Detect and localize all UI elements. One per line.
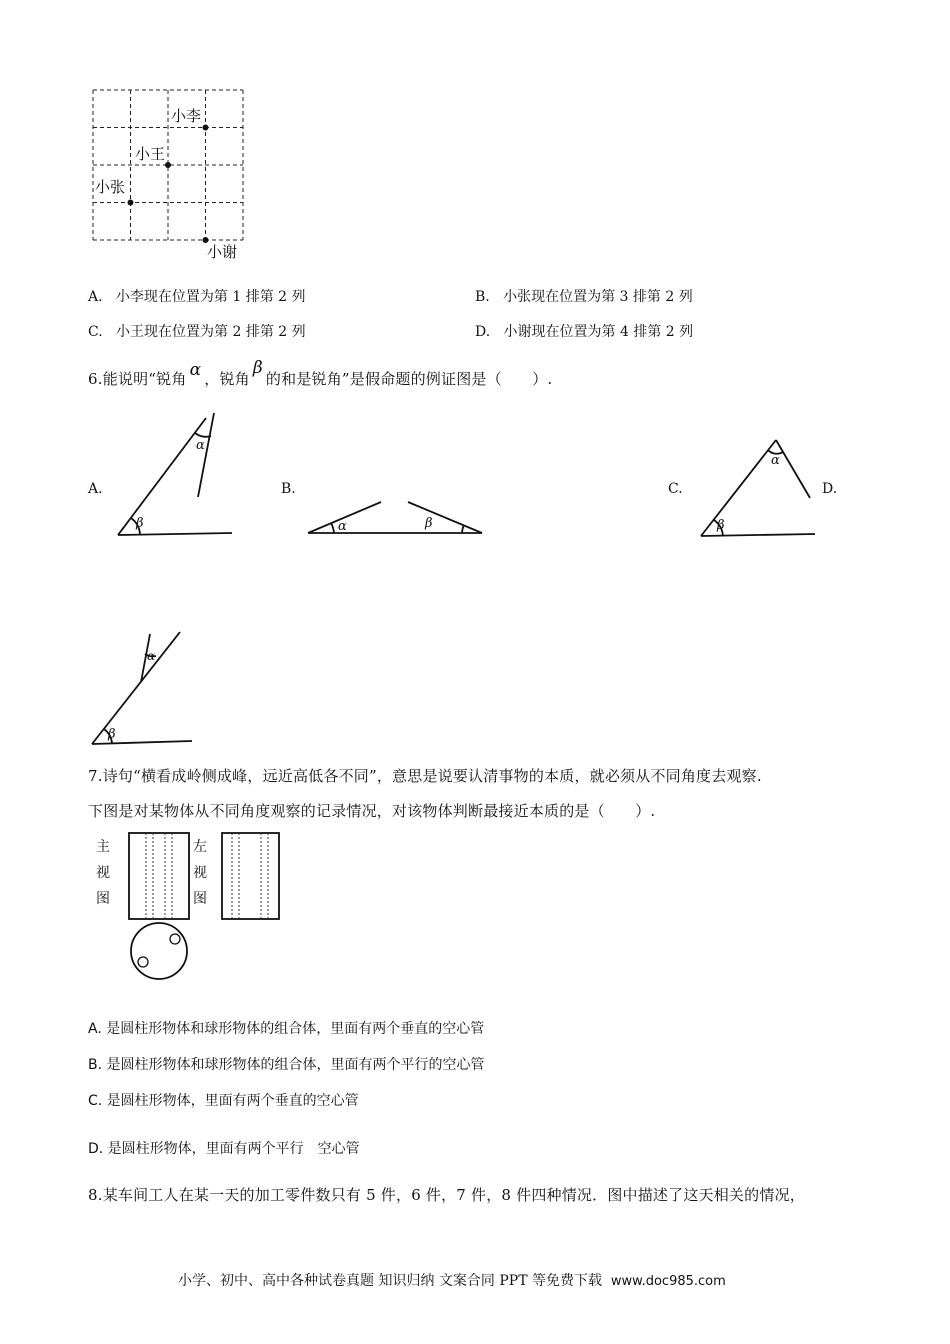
q7-option-a: A. 是圆柱形物体和球形物体的组合体，里面有两个垂直的空心管: [88, 1021, 485, 1037]
front-view-label: 主 视 图: [96, 839, 110, 907]
footer-text: 小学、初中、高中各种试卷真题 知识归纳 文案合同 PPT 等免费下载: [178, 1273, 602, 1289]
point-zhang: [128, 200, 134, 206]
point-li: [203, 125, 209, 131]
svg-text:β: β: [108, 727, 116, 742]
q6-figure-a: [110, 405, 245, 545]
q5-option-d: D. 小谢现在位置为第 4 排第 2 列: [475, 324, 694, 340]
q5-option-b: B. 小张现在位置为第 3 排第 2 列: [475, 289, 693, 305]
svg-text:α: α: [338, 519, 347, 534]
q7-option-c: C. 是圆柱形物体，里面有两个垂直的空心管: [88, 1093, 359, 1109]
left-view-label: 左 视 图: [193, 839, 207, 907]
q5-option-c: C. 小王现在位置为第 2 排第 2 列: [88, 324, 306, 340]
beta-symbol: β: [252, 358, 263, 378]
label-wang: 小王: [135, 145, 166, 163]
alpha-symbol: α: [189, 360, 202, 380]
top-view-drawing: [126, 920, 192, 982]
q6-option-d-letter: D.: [822, 481, 838, 497]
svg-text:β: β: [717, 518, 725, 533]
q7-stem-line2: 下图是对某物体从不同角度观察的记录情况，对该物体判断最接近本质的是（ ）.: [88, 802, 656, 820]
svg-text:α: α: [771, 453, 780, 468]
label-li: 小李: [171, 107, 202, 125]
svg-text:α: α: [147, 649, 156, 663]
point-wang: [165, 162, 171, 168]
q7-option-d: D. 是圆柱形物体，里面有两个平行 空心管: [88, 1141, 360, 1157]
q6-option-a-letter: A.: [88, 481, 103, 497]
page-footer: [178, 1270, 726, 1290]
front-view-drawing: [126, 830, 192, 922]
q8-stem-line1: 8.某车间工人在某一天的加工零件数只有 5 件，6 件，7 件，8 件四种情况．图中描述了这天相关的情况，: [88, 1186, 805, 1204]
q7-stem-line1: 7.诗句“横看成岭侧成峰，远近高低各不同”，意思是说要认清事物的本质，就必须从不同角度去观察.: [88, 767, 762, 785]
label-xie: 小谢: [207, 243, 238, 260]
q5-option-a: A. 小李现在位置为第 1 排第 2 列: [88, 289, 306, 305]
svg-text:β: β: [425, 516, 433, 531]
footer-url: www.doc985.com: [610, 1274, 726, 1289]
q6-stem: 6.能说明“锐角 α ，锐角β的和是锐角”是假命题的例证图是（ ）.: [88, 358, 553, 388]
q6-figure-b: [300, 490, 490, 545]
svg-text:α: α: [196, 438, 205, 453]
q6-option-c-letter: C.: [668, 481, 683, 497]
q6-option-b-letter: B.: [281, 481, 296, 497]
left-view-drawing: [219, 830, 283, 922]
q6-figure-c: [693, 432, 823, 544]
seat-grid-figure: [85, 85, 260, 260]
q7-option-b: B. 是圆柱形物体和球形物体的组合体，里面有两个平行的空心管: [88, 1057, 485, 1073]
q6-figure-d: [84, 626, 199, 751]
svg-text:β: β: [136, 516, 144, 531]
label-zhang: 小张: [95, 178, 126, 196]
